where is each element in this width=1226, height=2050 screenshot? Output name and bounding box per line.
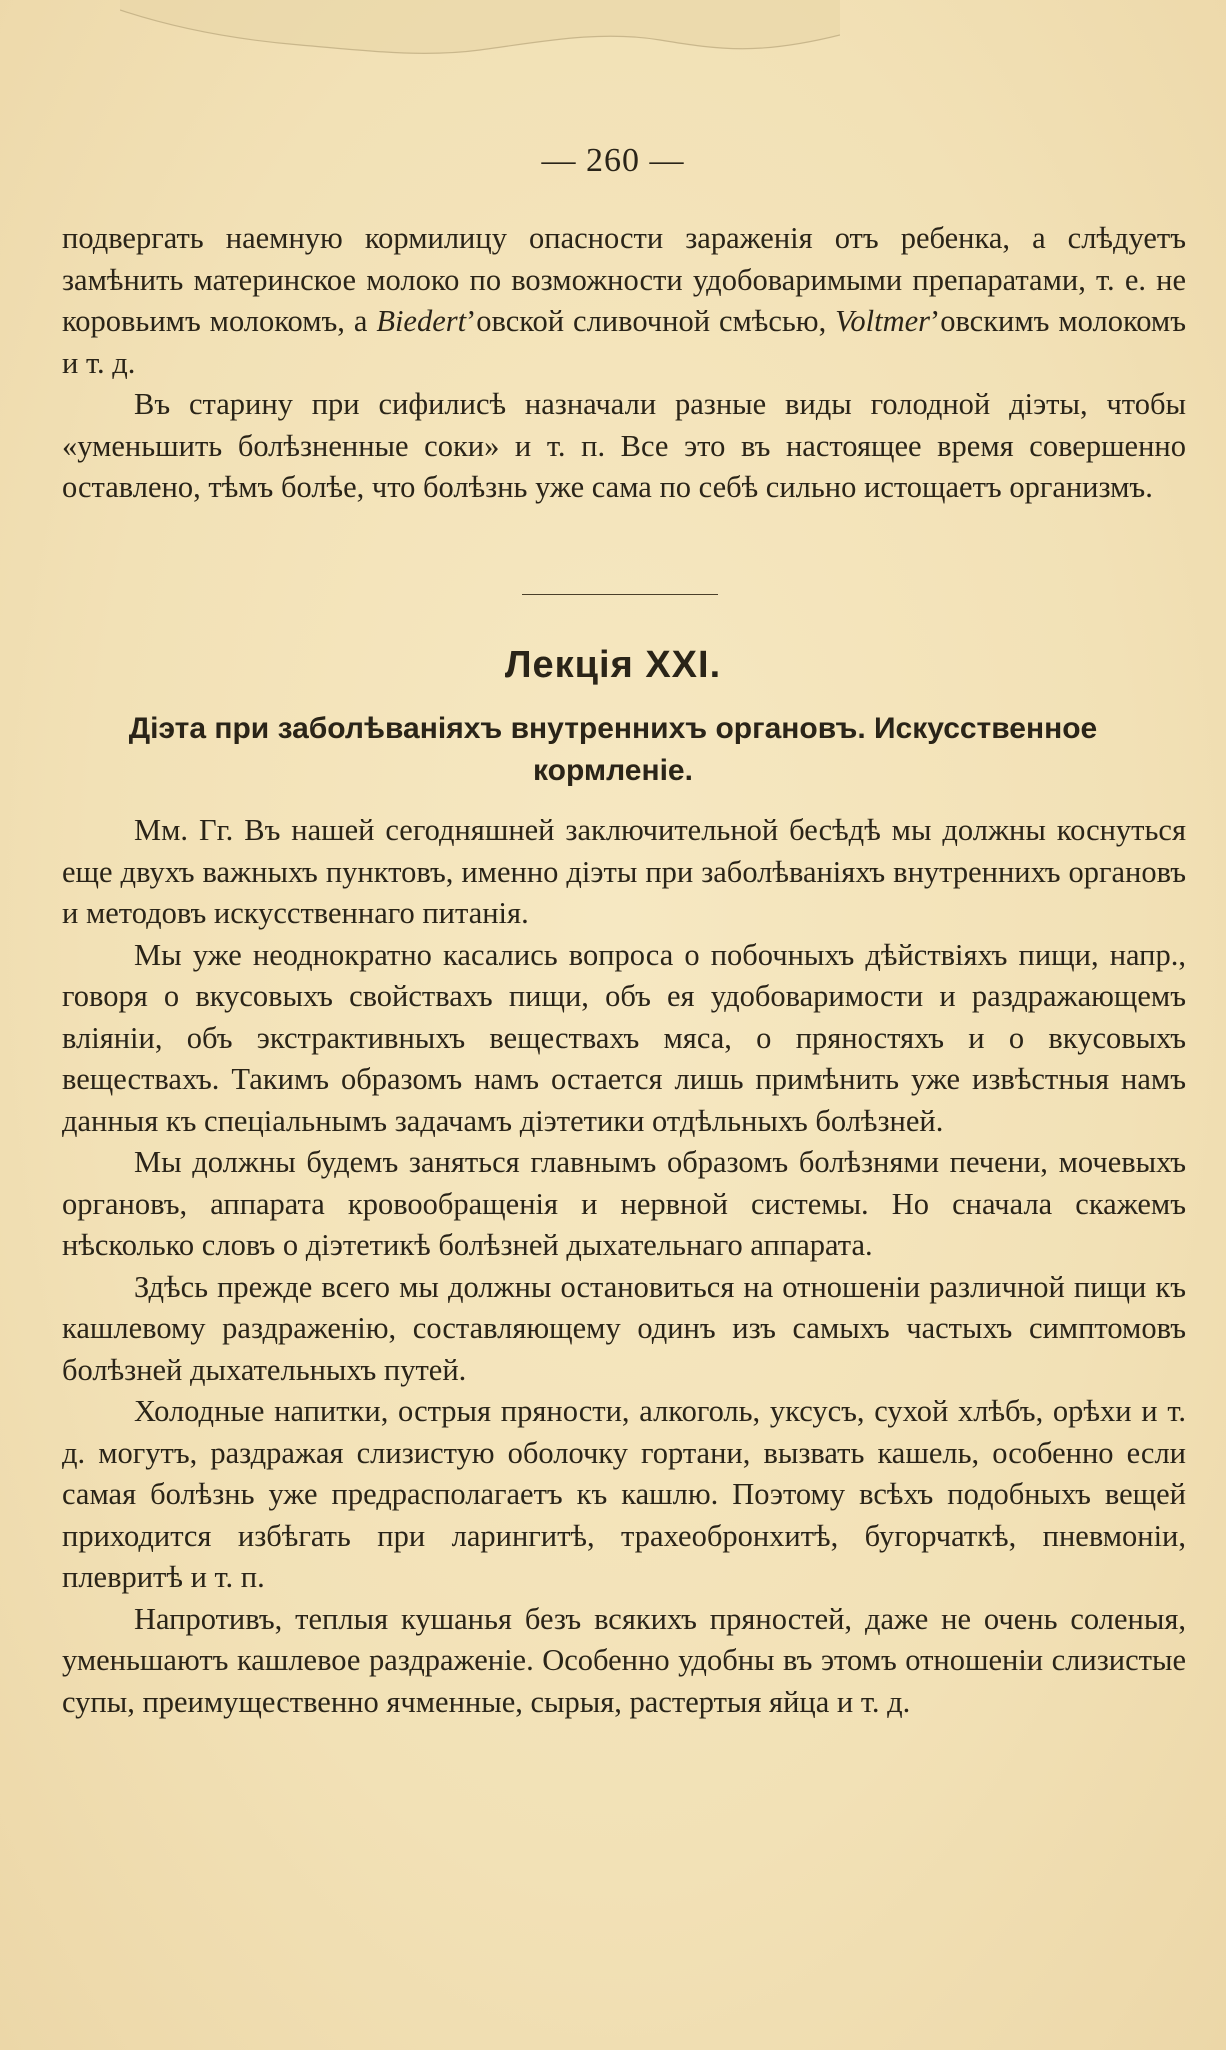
lecture-title: Лекція XXI. (504, 644, 722, 686)
lecture-paragraph-6: Напротивъ, теплыя кушанья безъ всякихъ пряностей, даже не очень соленыя, уменьшаютъ кашлевое раздраженіе. Особенно удобны въ этомъ отношеніи слизистые супы, преимущественно ячменные, сырыя, растертыя яйца и т. д. (62, 1601, 1186, 1719)
lecture-paragraph-4: Здѣсь прежде всего мы должны остановиться на отношеніи различной пищи къ кашлевому раздраженію, составляющему одинъ изъ самыхъ частыхъ симптомовъ болѣзней дыхательныхъ путей. (62, 1269, 1186, 1387)
page-number: — 260 — (541, 142, 685, 179)
paragraph-1-name-voltmer: Voltmer (835, 304, 931, 338)
lecture-paragraph-1: Мм. Гг. Въ нашей сегодняшней заключительной бесѣдѣ мы должны коснуться еще двухъ важныхъ пунктовъ, именно діэты при заболѣваніяхъ внутреннихъ органовъ и методовъ искусственнаго питанія. (62, 813, 1186, 930)
lecture-paragraph-5: Холодные напитки, острыя пряности, алкоголь, уксусъ, сухой хлѣбъ, орѣхи и т. д. могутъ, раздражая слизистую оболочку гортани, вызвать кашель, особенно если самая болѣзнь уже предрасполагаетъ къ кашлю. Поэтому всѣхъ подобныхъ вещей приходится избѣгать при ларингитѣ, трахеобронхитѣ, бугорчаткѣ, пневмоніи, плевритѣ и т. п. (62, 1394, 1186, 1594)
paragraph-1-text-1: подвергать наемную кормилицу опасности зараженія отъ ребенка, а слѣдуетъ замѣнить материнское молоко по возможности удобоваримыми препаратами, т. е. не коровьимъ молокомъ, а (62, 221, 1186, 338)
lecture-subtitle: Діэта при заболѣваніяхъ внутреннихъ органовъ. Искусственное кормленіе. (128, 712, 1098, 787)
paragraph-1 (62, 218, 1186, 384)
text-block-before-lecture (62, 218, 1186, 509)
lecture-paragraph-2: Мы уже неоднократно касались вопроса о побочныхъ дѣйствіяхъ пищи, напр., говоря о вкусовыхъ свойствахъ пищи, объ ея удобоваримости и раздражающемъ вліяніи, объ экстрактивныхъ веществахъ мяса, о пряностяхъ и о вкусовыхъ веществахъ. Такимъ образомъ намъ остается лишь примѣнить уже извѣстныя намъ данныя къ спеціальнымъ задачамъ діэтетики отдѣльныхъ болѣзней. (62, 937, 1186, 1138)
paragraph-2: Въ старину при сифилисѣ назначали разные виды голодной діэты, чтобы «уменьшить болѣзненные соки» и т. п. Все это въ настоящее время совершенно оставлено, тѣмъ болѣе, что болѣзнь уже сама по себѣ сильно истощаетъ организмъ. (62, 387, 1186, 504)
paragraph-1-text-2: ’овской сливочной смѣсью, (466, 304, 836, 338)
paragraph-1-text-3: ’овскимъ молокомъ и т. д. (62, 304, 1186, 380)
lecture-paragraph-3: Мы должны будемъ заняться главнымъ образомъ болѣзнями печени, мочевыхъ органовъ, аппарата кровообращенія и нервной системы. Но сначала скажемъ нѣсколько словъ о діэтетикѣ болѣзней дыхательнаго аппарата. (62, 1145, 1186, 1262)
text-block-lecture (62, 810, 1186, 1723)
paragraph-1-name-biedert: Biedert (376, 304, 467, 338)
section-divider (522, 594, 718, 595)
torn-paper-edge (120, 0, 840, 70)
